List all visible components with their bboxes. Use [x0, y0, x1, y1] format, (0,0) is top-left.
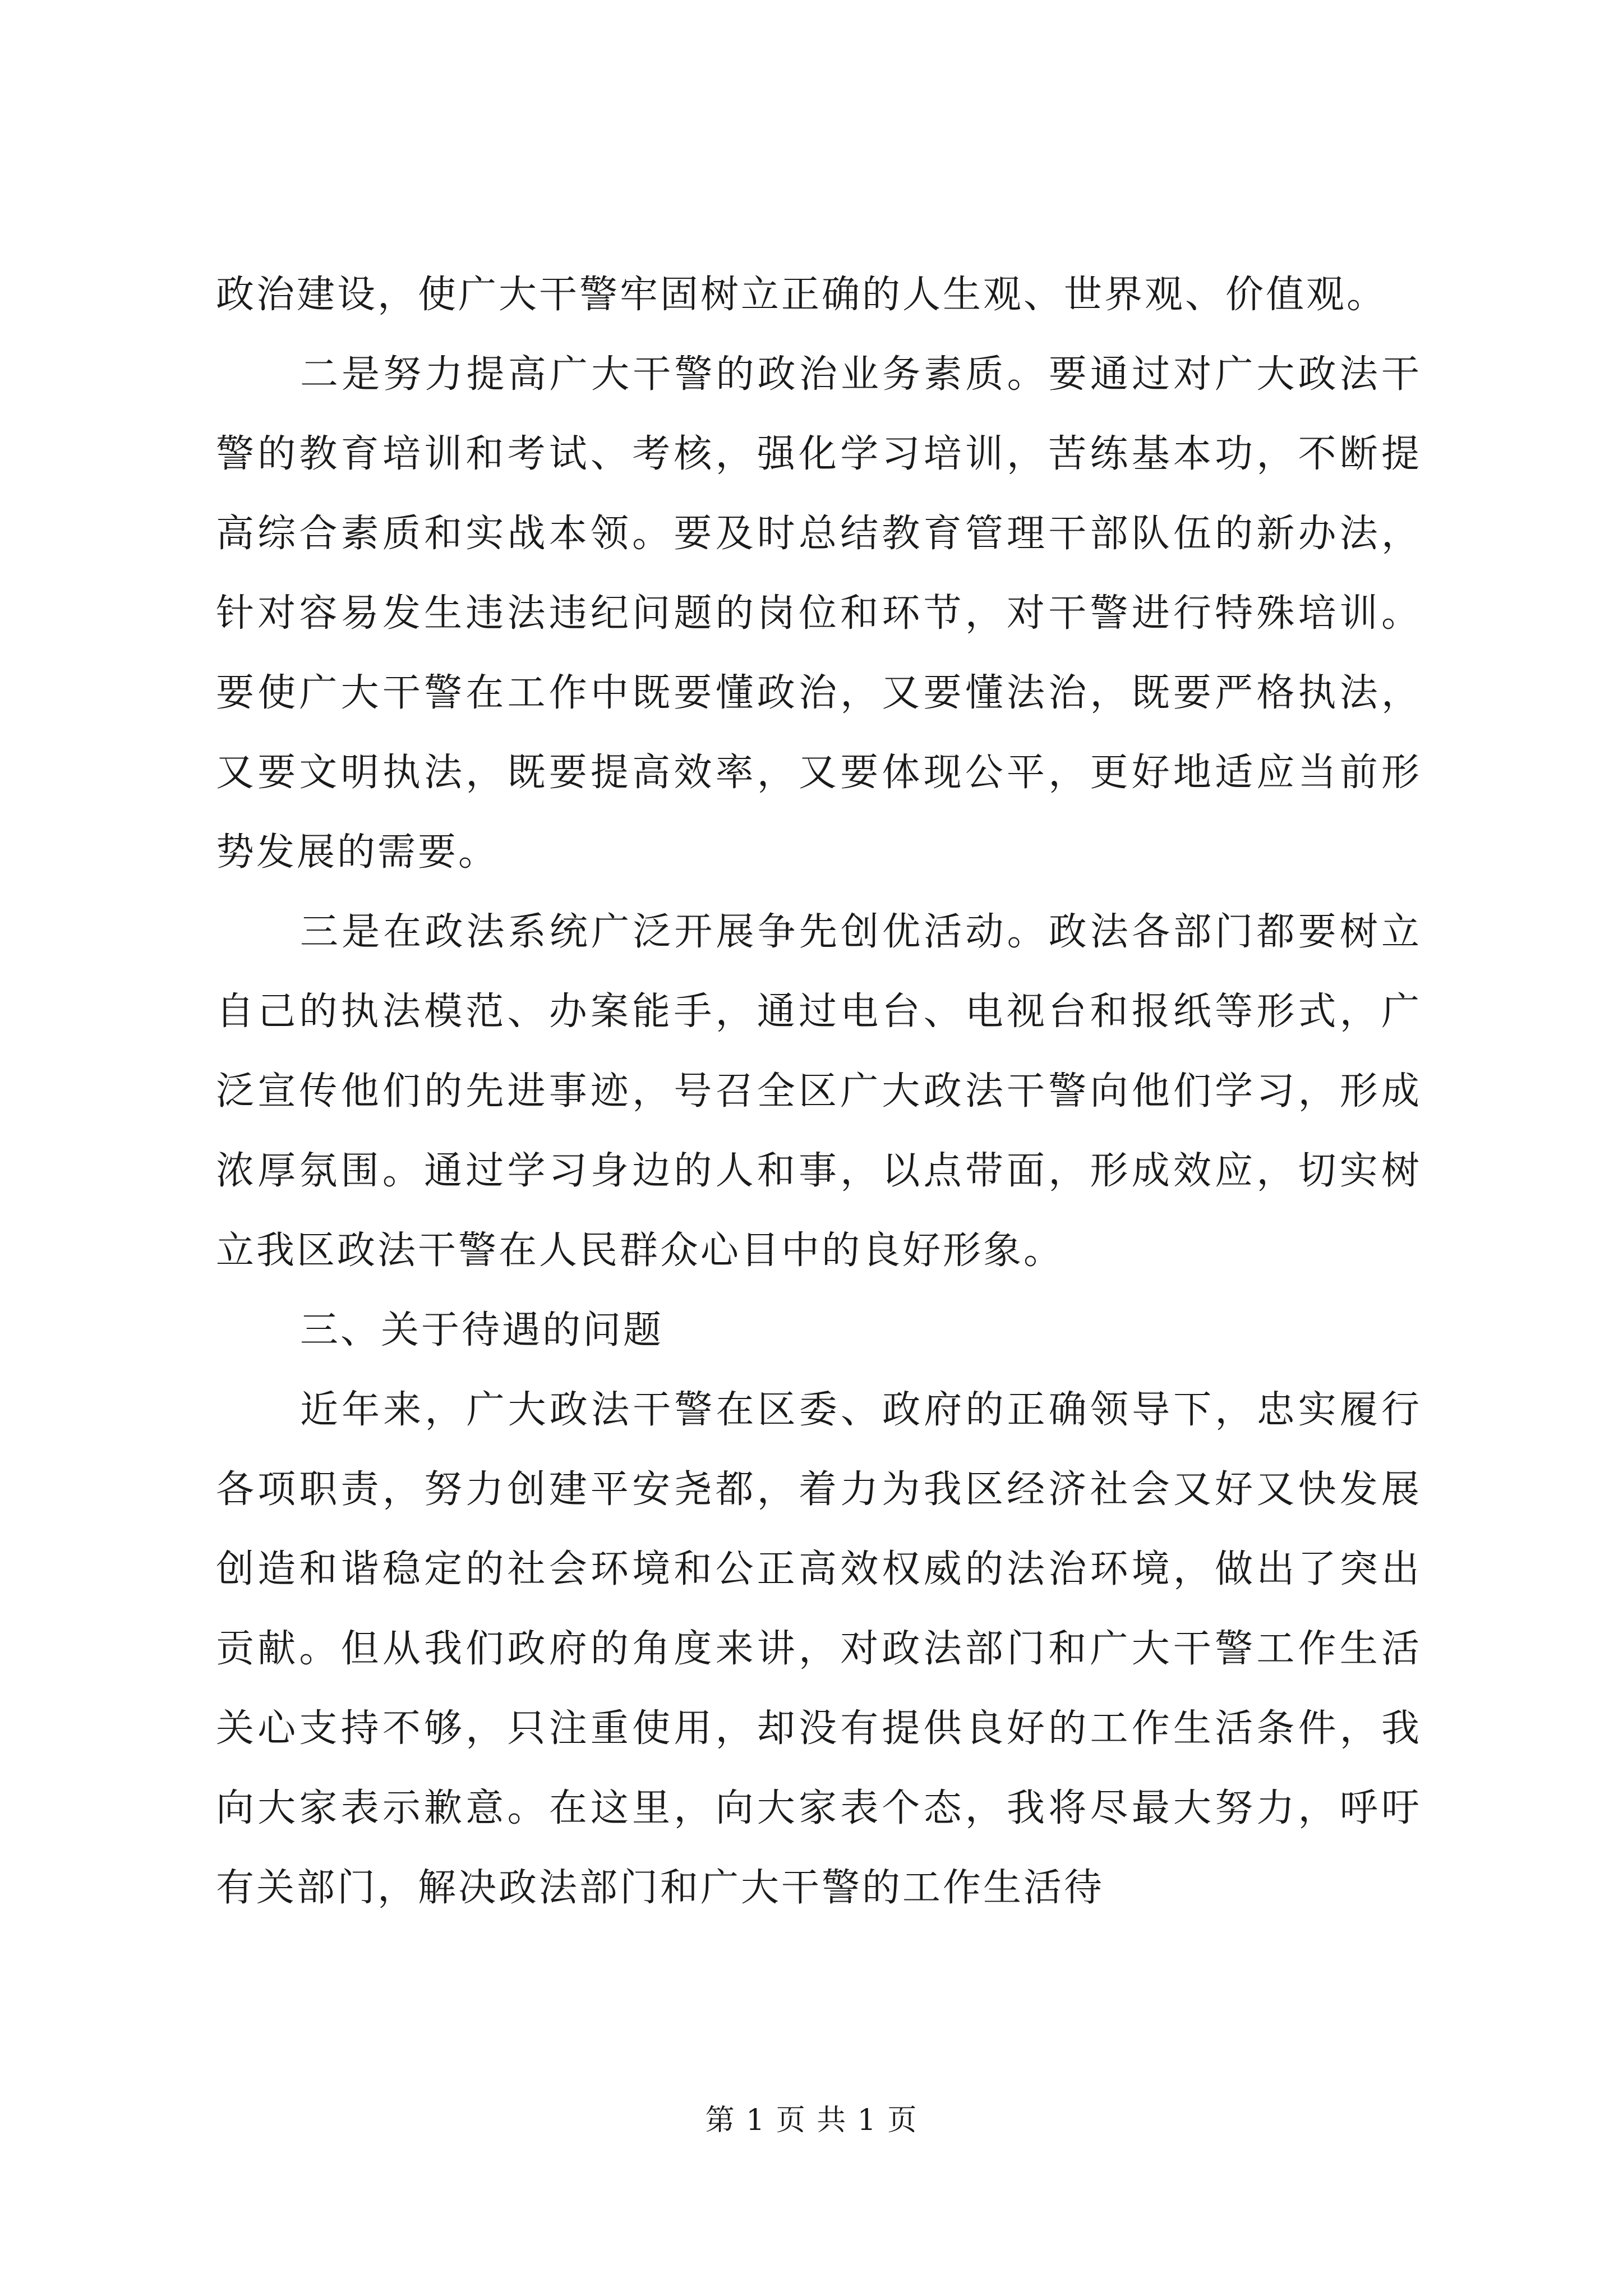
section-heading: 三、关于待遇的问题: [300, 1308, 664, 1352]
paragraph-3: 三是在政法系统广泛开展争先创优活动。政法各部门都要树立自己的执法模范、办案能手，通过电台、电视台和报纸等形式，广泛宣传他们的先进事迹，号召全区广大政法干警向他们学习，形成浓厚氛围。通过学习身边的人和事，以点带面，形成效应，切实树立我区政法干警在人民群众心目中的良好形象。: [216, 910, 1422, 1273]
paragraph-4: 近年来，广大政法干警在区委、政府的正确领导下，忠实履行各项职责，努力创建平安尧都，着力为我区经济社会又好又快发展创造和谐稳定的社会环境和公正高效权威的法治环境，做出了突出贡献。但从我们政府的角度来讲，对政法部门和广大干警工作生活关心支持不够，只注重使用，却没有提供良好的工作生活条件，我向大家表示歉意。在这里，向大家表个态，我将尽最大努力，呼吁有关部门，解决政法部门和广大干警的工作生活待: [216, 1388, 1422, 1910]
paragraph-1: 政治建设，使广大干警牢固树立正确的人生观、世界观、价值观。: [216, 273, 1387, 317]
document-body: [216, 255, 1422, 1928]
paragraph-2: 二是努力提高广大干警的政治业务素质。要通过对广大政法干警的教育培训和考试、考核，强化学习培训，苦练基本功，不断提高综合素质和实战本领。要及时总结教育管理干部队伍的新办法，针对容易发生违法违纪问题的岗位和环节，对干警进行特殊培训。要使广大干警在工作中既要懂政治，又要懂法治，既要严格执法，又要文明执法，既要提高效率，又要体现公平，更好地适应当前形势发展的需要。: [216, 352, 1422, 875]
page-number-footer: 第 1 页 共 1 页: [705, 2104, 918, 2137]
